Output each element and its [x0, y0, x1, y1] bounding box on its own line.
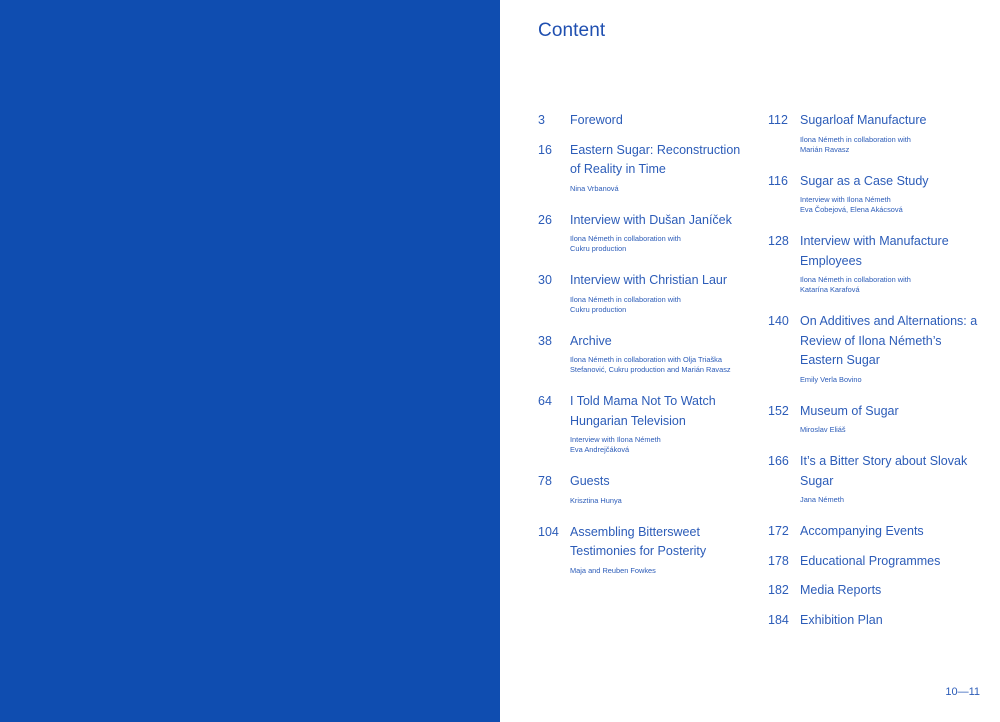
toc-entry-body — [570, 472, 753, 506]
toc-entry-body — [800, 402, 983, 436]
toc-entry-body — [800, 111, 983, 155]
toc-entry-body — [800, 312, 983, 385]
toc-entry — [768, 111, 983, 155]
toc-page-number: 64 — [538, 394, 552, 408]
toc-page-number: 172 — [768, 524, 789, 538]
toc-entry-title: Eastern Sugar: Reconstruction of Reality in Time — [570, 142, 741, 176]
toc-entry-author: Ilona Németh in collaboration with Cukru production — [570, 234, 681, 253]
toc-page-number: 3 — [538, 113, 545, 127]
toc-entry-author: Ilona Németh in collaboration with Cukru production — [570, 294, 681, 314]
toc-entry-body — [800, 552, 983, 572]
toc-right-column — [768, 111, 983, 640]
toc-entry-body — [800, 172, 983, 216]
toc-entry-title: Foreword — [570, 113, 623, 127]
toc-entry-body — [570, 141, 753, 194]
toc-entry — [768, 402, 983, 436]
toc-entry-author: Nina Vrbanová — [570, 183, 619, 193]
toc-entry-body — [570, 271, 753, 315]
toc-page-number: 140 — [768, 314, 789, 328]
toc-entry-title: On Additives and Alternations: a Review of Ilona Németh’s Eastern Sugar — [800, 314, 978, 367]
toc-page-number: 184 — [768, 612, 789, 627]
toc-entry-title: Interview with Manufacture Employees — [800, 234, 949, 268]
toc-entry — [768, 552, 983, 572]
toc-entry-title: Museum of Sugar — [800, 403, 899, 418]
toc-entry-title: Assembling Bittersweet Testimonies for Posterity — [570, 524, 707, 558]
toc-entry — [538, 141, 753, 194]
toc-entry-author: Interview with Ilona Németh Eva Andrejčáková — [570, 435, 661, 454]
toc-entry — [768, 232, 983, 295]
toc-entry-body — [800, 232, 983, 295]
toc-entry — [538, 332, 753, 376]
toc-entry-body — [570, 392, 753, 455]
toc-entry-author: Maja and Reuben Fowkes — [570, 565, 656, 575]
page-number: 10—11 — [945, 686, 980, 698]
toc-page-number: 152 — [768, 403, 789, 418]
toc-entry-body — [800, 581, 983, 601]
toc-left-column — [538, 111, 753, 593]
toc-page-number: 116 — [768, 173, 788, 188]
toc-entry-body — [570, 211, 753, 255]
toc-entry — [538, 211, 753, 255]
toc-entry-title: Sugar as a Case Study — [800, 173, 929, 188]
toc-entry — [538, 392, 753, 455]
toc-entry-author: Jana Németh — [800, 495, 844, 504]
toc-entry-author: Ilona Németh in collaboration with Marián Ravasz — [800, 134, 911, 154]
toc-entry — [538, 523, 753, 576]
toc-entry-author: Miroslav Eliáš — [800, 425, 846, 434]
toc-entry-title: Exhibition Plan — [800, 612, 883, 627]
toc-entry-title: Sugarloaf Manufacture — [800, 113, 927, 127]
toc-page-number: 112 — [768, 113, 788, 127]
contents-page — [500, 0, 1000, 722]
toc-page-number: 30 — [538, 273, 552, 287]
toc-entry — [538, 111, 753, 131]
toc-page-number: 38 — [538, 333, 552, 348]
toc-entry-author: Ilona Németh in collaboration with Katarína Karafová — [800, 275, 911, 294]
toc-entry-title: Archive — [570, 333, 612, 348]
toc-page-number: 182 — [768, 583, 789, 597]
toc-entry — [768, 312, 983, 385]
toc-entry-title: Educational Programmes — [800, 553, 941, 568]
toc-page-number: 78 — [538, 474, 552, 488]
toc-entry — [768, 522, 983, 542]
toc-entry-title: Accompanying Events — [800, 524, 924, 538]
toc-page-number: 104 — [538, 524, 559, 539]
toc-entry-body — [800, 452, 983, 505]
toc-entry — [768, 611, 983, 631]
toc-entry-title: Media Reports — [800, 583, 882, 597]
toc-entry — [768, 452, 983, 505]
toc-page-number: 26 — [538, 212, 552, 227]
toc-entry — [538, 472, 753, 506]
toc-page-number: 128 — [768, 234, 789, 248]
toc-page-number: 16 — [538, 142, 552, 157]
toc-entry — [768, 172, 983, 216]
toc-entry-title: Interview with Dušan Janíček — [570, 212, 732, 227]
toc-entry — [768, 581, 983, 601]
toc-page-number: 166 — [768, 454, 789, 468]
toc-entry-body — [800, 611, 983, 631]
toc-entry-body — [570, 332, 753, 376]
toc-entry-title: It’s a Bitter Story about Slovak Sugar — [800, 454, 968, 488]
toc-entry-title: Interview with Christian Laur — [570, 273, 728, 287]
toc-entry-author: Emily Verla Bovino — [800, 374, 862, 384]
toc-entry-body — [570, 523, 753, 576]
toc-entry-title: I Told Mama Not To Watch Hungarian Television — [570, 394, 716, 428]
page-title: Content — [538, 20, 606, 41]
toc-entry-author: Ilona Németh in collaboration with Olja Triaška Stefanović, Cukru production and Marián Ravasz — [570, 355, 731, 374]
toc-entry-title: Guests — [570, 474, 610, 488]
toc-entry-body — [800, 522, 983, 542]
toc-entry — [538, 271, 753, 315]
toc-entry-body — [570, 111, 753, 131]
toc-entry-author: Krisztina Hunya — [570, 495, 622, 505]
toc-page-number: 178 — [768, 553, 789, 568]
toc-entry-author: Interview with Ilona Németh Eva Čobejová, Elena Akácsová — [800, 195, 903, 214]
